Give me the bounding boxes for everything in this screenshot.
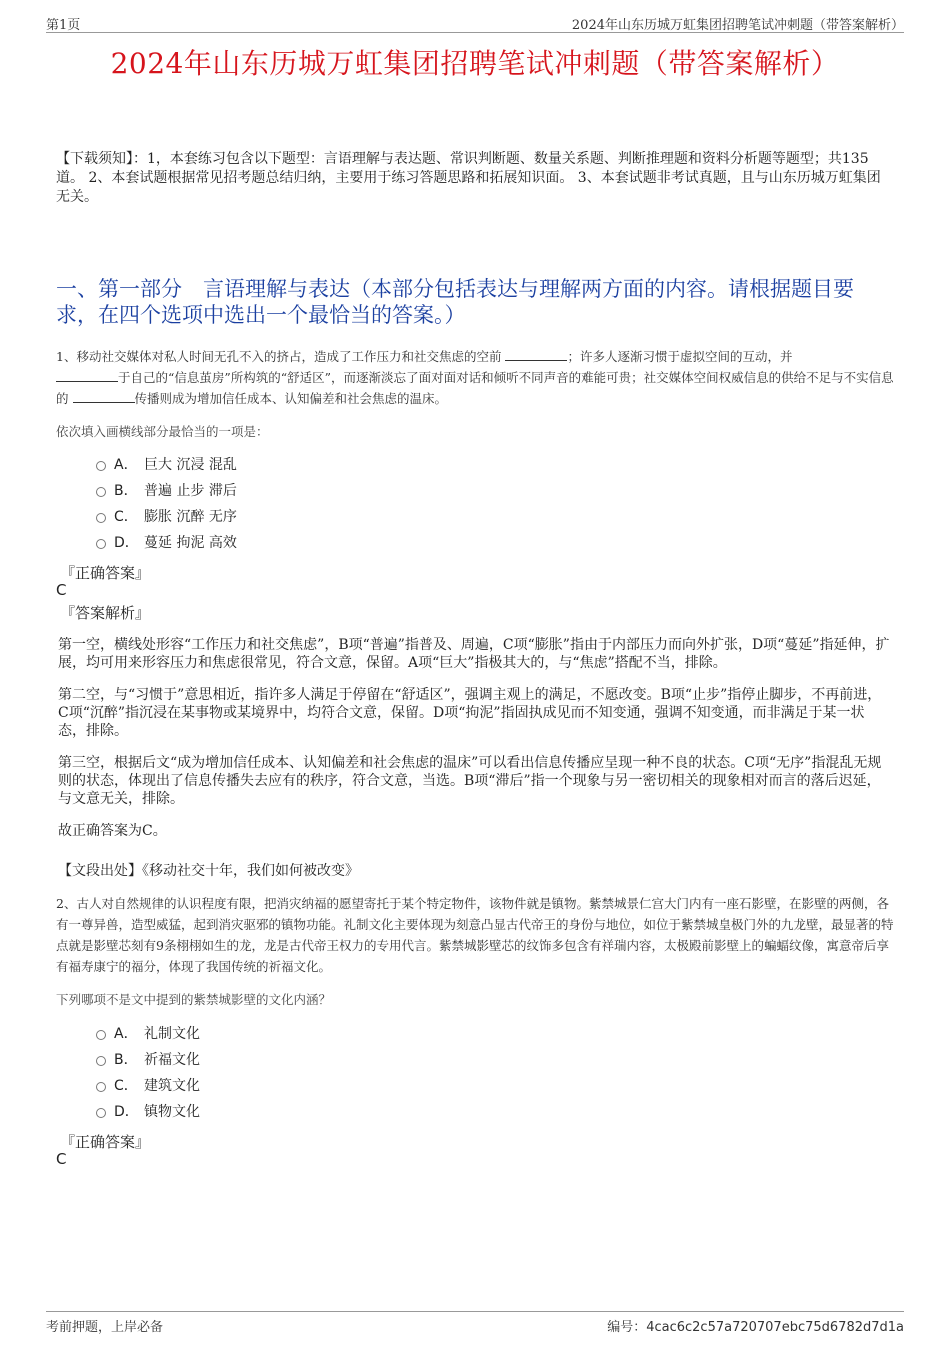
option-d[interactable]: D． 蔓延 拘泥 高效 <box>96 530 237 556</box>
blank-1 <box>505 348 567 361</box>
analysis-paragraph-1: 第一空，横线处形容“工作压力和社交焦虑”，B项“普遍”指普及、周遍，C项“膨胀”指由于内部压力而向外扩张，D项“蔓延”指延伸，扩展，均可用来形容压力和焦虑很常见，符合文意，保留。A项“巨大”指极其大的，与“焦虑”搭配不当，排除。 <box>58 637 890 671</box>
q1-answer-label: 『正确答案』 <box>60 564 151 582</box>
analysis-paragraph-2: 第二空，与“习惯于”意思相近，指许多人满足于停留在“舒适区”，强调主观上的满足，不愿改变。B项“止步”指停止脚步，不再前进，C项“沉醉”指沉浸在某事物或某境界中，均符合文意，保留。D项“拘泥”指固执成见而不知变通，强调不知变通，而非满足于某一状态，排除。 <box>58 687 882 739</box>
download-notice: 【下载须知】：1，本套练习包含以下题型：言语理解与表达题、常识判断题、数量关系题、判断推理题和资料分析题等题型；共135道。 2、本套试题根据常见招考题总结归纳，主要用于练习答题思路和拓展知识面。 3、本套试题非考试真题，且与山东历城万虹集团无关。 <box>56 151 881 205</box>
section-heading: 一、第一部分 言语理解与表达（本部分包括表达与理解两方面的内容。请根据题目要求，在四个选项中选出一个最恰当的答案。） <box>56 277 854 327</box>
question-1-prompt: 依次填入画横线部分最恰当的一项是： <box>56 424 269 439</box>
q1-answer: C <box>56 581 67 599</box>
analysis-conclusion: 故正确答案为C。 <box>58 823 167 839</box>
option-a[interactable]: A． 礼制文化 <box>96 1021 200 1047</box>
q1-source: 【文段出处】《移动社交十年，我们如何被改变》 <box>58 863 359 879</box>
question-2-text: 2、古人对自然规律的认识程度有限，把消灾纳福的愿望寄托于某个特定物件，该物件就是镇物。紫禁城景仁宫大门内有一座石影壁，在影壁的两侧，各有一尊异兽，造型威猛，起到消灾驱邪的镇物功能。礼制文化主要体现为刻意凸显古代帝王的身份与地位，如位于紫禁城皇极门外的九龙壁，最显著的特点就是影壁芯刻有9条栩栩如生的龙，龙是古代帝王权力的专用代言。紫禁城影壁芯的纹饰多包含有祥瑞内容，太极殿前影壁上的蝙蝠纹像，寓意帝后享有福寿康宁的福分，体现了我国传统的祈福文化。 <box>56 896 894 974</box>
q1-analysis-label: 『答案解析』 <box>60 604 151 622</box>
option-a[interactable]: A． 巨大 沉浸 混乱 <box>96 452 237 478</box>
question-1-options <box>96 452 237 556</box>
radio-icon[interactable] <box>96 1030 106 1040</box>
question-2-prompt: 下列哪项不是文中提到的紫禁城影壁的文化内涵？ <box>56 992 332 1007</box>
q1-text-part1: 1、移动社交媒体对私人时间无孔不入的挤占，造成了工作压力和社交焦虑的空前 <box>56 349 502 364</box>
footer-id <box>607 1316 904 1335</box>
analysis-paragraph-3: 第三空，根据后文“成为增加信任成本、认知偏差和社会焦虑的温床”可以看出信息传播应呈现一种不良的状态。C项“无序”指混乱无规则的状态，体现出了信息传播失去应有的秩序，符合文意，当选。B项“滞后”指一个现象与另一密切相关的现象相对而言的落后迟延，与文意无关，排除。 <box>58 755 882 807</box>
radio-icon[interactable] <box>96 461 106 471</box>
q1-text-part3: 于自己的“信息茧房”所构筑的“舒适区”，而逐渐淡忘了面对面对话和倾听不同声音的难能可贵；社交媒体空间权威信息的供给不足与不实信息的 <box>56 370 894 406</box>
q1-analysis <box>58 636 890 854</box>
option-b[interactable]: B． 普遍 止步 滞后 <box>96 478 237 504</box>
header-doc-title: 2024年山东历城万虹集团招聘笔试冲刺题（带答案解析） <box>571 18 904 33</box>
q1-text-part2: ；许多人逐渐习惯于虚拟空间的互动，并 <box>567 349 793 364</box>
question-2-options <box>96 1021 200 1125</box>
question-1-text <box>56 346 894 409</box>
radio-icon[interactable] <box>96 513 106 523</box>
radio-icon[interactable] <box>96 1108 106 1118</box>
footer-id-label: 编号： <box>607 1320 647 1335</box>
radio-icon[interactable] <box>96 487 106 497</box>
page-header <box>46 12 904 33</box>
option-c[interactable]: C． 建筑文化 <box>96 1073 200 1099</box>
q1-text-part4: 传播则成为增加信任成本、认知偏差和社会焦虑的温床。 <box>134 391 448 406</box>
page-footer <box>46 1311 904 1334</box>
page-number: 第1页 <box>46 18 81 33</box>
footer-slogan: 考前押题，上岸必备 <box>46 1320 164 1335</box>
radio-icon[interactable] <box>96 1082 106 1092</box>
q2-answer: C <box>56 1150 67 1168</box>
radio-icon[interactable] <box>96 539 106 549</box>
q2-answer-label: 『正确答案』 <box>60 1133 151 1151</box>
blank-3 <box>73 390 135 403</box>
option-b[interactable]: B． 祈福文化 <box>96 1047 200 1073</box>
option-d[interactable]: D． 镇物文化 <box>96 1099 200 1125</box>
footer-id-code: 4cac6c2c57a720707ebc75d6782d7d1a <box>646 1320 904 1335</box>
radio-icon[interactable] <box>96 1056 106 1066</box>
option-c[interactable]: C． 膨胀 沉醉 无序 <box>96 504 237 530</box>
document-title: 2024年山东历城万虹集团招聘笔试冲刺题（带答案解析） <box>110 47 840 80</box>
blank-2 <box>56 369 118 382</box>
